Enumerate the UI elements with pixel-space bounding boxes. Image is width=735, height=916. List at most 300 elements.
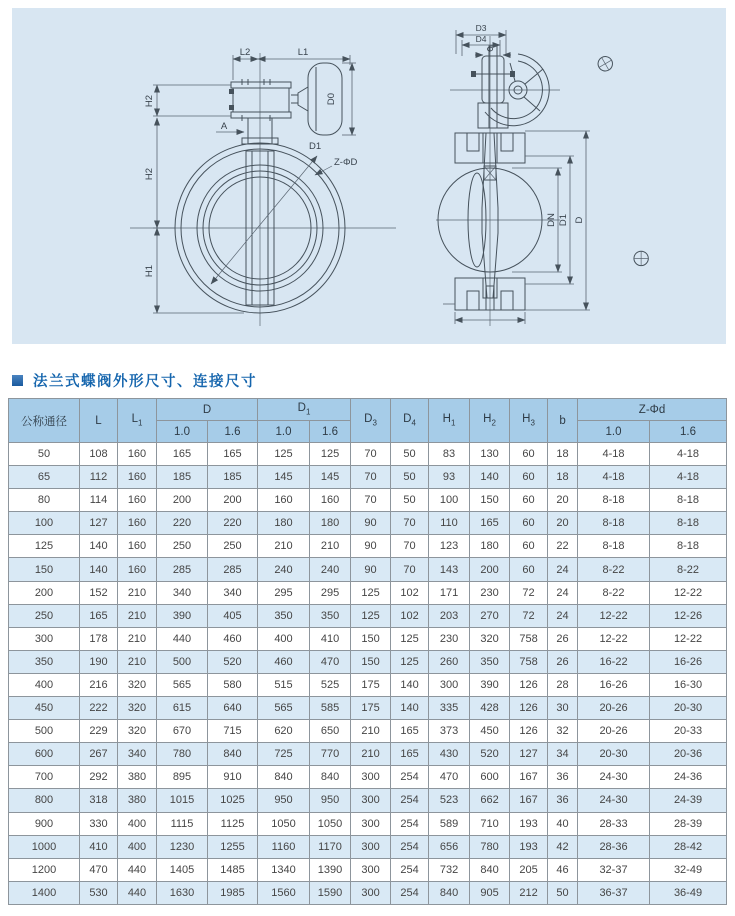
table-cell: 580 <box>208 673 258 696</box>
table-cell: 565 <box>258 697 310 720</box>
valve-side-view <box>436 23 590 326</box>
table-cell: 24-30 <box>578 766 650 789</box>
table-cell: 1200 <box>9 858 80 881</box>
table-cell: 165 <box>391 743 429 766</box>
table-cell: 83 <box>429 443 470 466</box>
table-cell: 32-49 <box>650 858 727 881</box>
dim-z-phi-d <box>315 157 358 175</box>
table-row <box>9 720 727 743</box>
table-body <box>9 443 727 905</box>
table-cell: 70 <box>391 535 429 558</box>
table-cell: 840 <box>258 766 310 789</box>
table-cell: 24-30 <box>578 789 650 812</box>
dim-label-l2: L2 <box>239 47 251 58</box>
valve-front-view <box>12 8 651 344</box>
table-cell: 410 <box>80 835 118 858</box>
table-cell: 193 <box>510 812 548 835</box>
table-cell: 440 <box>118 858 157 881</box>
dim-label-h1: H1 <box>144 264 155 278</box>
table-row <box>9 697 727 720</box>
table-cell: 50 <box>391 466 429 489</box>
table-cell: 1015 <box>157 789 208 812</box>
dim-label-d0: D0 <box>326 92 337 106</box>
table-cell: 758 <box>510 627 548 650</box>
table-cell: 160 <box>118 443 157 466</box>
table-cell: 254 <box>391 881 429 904</box>
table-cell: 125 <box>391 650 429 673</box>
section-title: 法兰式蝶阀外形尺寸、连接尺寸 <box>33 373 257 390</box>
gearbox-bolt <box>229 89 234 94</box>
table-cell: 203 <box>429 604 470 627</box>
table-cell: 295 <box>310 581 351 604</box>
table-cell: 250 <box>9 604 80 627</box>
table-row <box>9 650 727 673</box>
table-cell: 127 <box>510 743 548 766</box>
table-cell: 715 <box>208 720 258 743</box>
table-cell: 1125 <box>208 812 258 835</box>
technical-drawings <box>12 8 726 344</box>
dim-l2 <box>233 47 258 80</box>
table-cell: 8-18 <box>650 535 727 558</box>
dim-d4 <box>462 34 500 56</box>
table-cell: 22 <box>548 535 578 558</box>
table-cell: 210 <box>258 535 310 558</box>
table-cell: 1340 <box>258 858 310 881</box>
table-cell: 165 <box>80 604 118 627</box>
table-cell: 1000 <box>9 835 80 858</box>
table-cell: 16-22 <box>578 650 650 673</box>
table-cell: 108 <box>80 443 118 466</box>
table-cell: 320 <box>118 673 157 696</box>
table-cell: 205 <box>510 858 548 881</box>
table-cell: 70 <box>391 558 429 581</box>
table-cell: 60 <box>510 489 548 512</box>
table-cell: 50 <box>391 443 429 466</box>
table-cell: 428 <box>470 697 510 720</box>
table-cell: 102 <box>391 604 429 627</box>
table-cell: 28-36 <box>578 835 650 858</box>
table-cell: 800 <box>9 789 80 812</box>
table-cell: 710 <box>470 812 510 835</box>
table-cell: 254 <box>391 858 429 881</box>
table-cell: 150 <box>470 489 510 512</box>
table-cell: 8-18 <box>650 489 727 512</box>
table-row <box>9 558 727 581</box>
table-row <box>9 858 727 881</box>
table-cell: 210 <box>118 604 157 627</box>
table-cell: 152 <box>80 581 118 604</box>
table-cell: 1050 <box>310 812 351 835</box>
table-cell: 400 <box>9 673 80 696</box>
table-cell: 1390 <box>310 858 351 881</box>
table-cell: 150 <box>9 558 80 581</box>
table-cell: 16-26 <box>650 650 727 673</box>
table-cell: 1025 <box>208 789 258 812</box>
table-cell: 46 <box>548 858 578 881</box>
table-cell: 254 <box>391 812 429 835</box>
table-cell: 160 <box>118 512 157 535</box>
table-cell: 150 <box>351 650 391 673</box>
table-cell: 373 <box>429 720 470 743</box>
table-cell: 4-18 <box>650 466 727 489</box>
table-cell: 126 <box>510 697 548 720</box>
dim-label-z-phi-d: Z-ΦD <box>334 157 358 168</box>
dim-label-d1-front: D1 <box>309 141 322 152</box>
col-header-d1-1.6: 1.6 <box>310 421 351 443</box>
table-row <box>9 789 727 812</box>
table-cell: 100 <box>9 512 80 535</box>
table-cell: 125 <box>9 535 80 558</box>
col-header-d1-group: $D_1$ <box>258 399 351 421</box>
table-cell: 430 <box>429 743 470 766</box>
table-cell: 36-37 <box>578 881 650 904</box>
table-cell: 178 <box>80 627 118 650</box>
table-cell: 950 <box>258 789 310 812</box>
table-row <box>9 604 727 627</box>
table-cell: 60 <box>510 535 548 558</box>
table-cell: 190 <box>80 650 118 673</box>
table-cell: 1485 <box>208 858 258 881</box>
table-cell: 12-22 <box>650 627 727 650</box>
col-header-l1: $L_1$ <box>118 399 157 443</box>
table-cell: 254 <box>391 789 429 812</box>
table-cell: 700 <box>9 766 80 789</box>
table-cell: 4-18 <box>650 443 727 466</box>
table-cell: 165 <box>470 512 510 535</box>
table-cell: 42 <box>548 835 578 858</box>
table-cell: 405 <box>208 604 258 627</box>
table-cell: 145 <box>310 466 351 489</box>
table-cell: 350 <box>9 650 80 673</box>
table-cell: 895 <box>157 766 208 789</box>
table-cell: 32 <box>548 720 578 743</box>
table-cell: 222 <box>80 697 118 720</box>
table-cell: 24 <box>548 581 578 604</box>
section-header <box>12 369 257 391</box>
table-cell: 515 <box>258 673 310 696</box>
table-cell: 725 <box>258 743 310 766</box>
actuator-mount <box>471 46 515 103</box>
table-cell: 440 <box>157 627 208 650</box>
dim-label-d: D <box>574 216 585 224</box>
table-cell: 40 <box>548 812 578 835</box>
table-cell: 380 <box>118 766 157 789</box>
table-cell: 114 <box>80 489 118 512</box>
table-cell: 1050 <box>258 812 310 835</box>
table-cell: 167 <box>510 766 548 789</box>
table-cell: 12-26 <box>650 604 727 627</box>
table-cell: 1985 <box>208 881 258 904</box>
table-cell: 450 <box>470 720 510 743</box>
table-cell: 410 <box>310 627 351 650</box>
table-cell: 36-49 <box>650 881 727 904</box>
col-header-d3: $D_3$ <box>351 399 391 443</box>
table-cell: 840 <box>310 766 351 789</box>
table-cell: 28-42 <box>650 835 727 858</box>
table-cell: 210 <box>118 627 157 650</box>
table-cell: 300 <box>351 766 391 789</box>
table-cell: 193 <box>510 835 548 858</box>
dim-h2-top <box>144 85 231 116</box>
table-cell: 185 <box>157 466 208 489</box>
dim-l1 <box>258 47 350 65</box>
table-cell: 285 <box>157 558 208 581</box>
table-cell: 300 <box>351 835 391 858</box>
table-cell: 180 <box>258 512 310 535</box>
table-cell: 16-26 <box>578 673 650 696</box>
table-cell: 950 <box>310 789 351 812</box>
table-cell: 585 <box>310 697 351 720</box>
table-cell: 200 <box>208 489 258 512</box>
table-cell: 400 <box>118 835 157 858</box>
table-cell: 589 <box>429 812 470 835</box>
table-cell: 460 <box>258 650 310 673</box>
table-cell: 212 <box>510 881 548 904</box>
table-cell: 210 <box>118 650 157 673</box>
table-cell: 8-22 <box>650 558 727 581</box>
col-header-nominal-diameter: 公称通径 <box>9 399 80 443</box>
dim-label-d1-side: D1 <box>558 213 569 227</box>
table-cell: 34 <box>548 743 578 766</box>
table-cell: 100 <box>429 489 470 512</box>
table-cell: 160 <box>118 535 157 558</box>
table-cell: 640 <box>208 697 258 720</box>
table-cell: 254 <box>391 835 429 858</box>
table-cell: 340 <box>157 581 208 604</box>
table-cell: 1160 <box>258 835 310 858</box>
table-cell: 20-30 <box>650 697 727 720</box>
table-cell: 780 <box>157 743 208 766</box>
table-cell: 126 <box>510 673 548 696</box>
table-cell: 240 <box>310 558 351 581</box>
table-cell: 300 <box>9 627 80 650</box>
table-cell: 525 <box>310 673 351 696</box>
table-cell: 102 <box>391 581 429 604</box>
table-cell: 140 <box>80 558 118 581</box>
table-cell: 320 <box>118 720 157 743</box>
dim-label-a: A <box>220 121 228 132</box>
table-cell: 210 <box>310 535 351 558</box>
table-cell: 32-37 <box>578 858 650 881</box>
table-cell: 300 <box>351 789 391 812</box>
table-row <box>9 466 727 489</box>
table-cell: 840 <box>208 743 258 766</box>
table-cell: 670 <box>157 720 208 743</box>
table-cell: 470 <box>80 858 118 881</box>
table-cell: 1170 <box>310 835 351 858</box>
table-cell: 20-36 <box>650 743 727 766</box>
table-cell: 340 <box>118 743 157 766</box>
table-cell: 335 <box>429 697 470 720</box>
table-cell: 8-18 <box>578 535 650 558</box>
table-cell: 400 <box>118 812 157 835</box>
col-header-d-1.6: 1.6 <box>208 421 258 443</box>
table-cell: 50 <box>391 489 429 512</box>
col-header-d4: $D_4$ <box>391 399 429 443</box>
table-cell: 450 <box>9 697 80 720</box>
table-cell: 140 <box>470 466 510 489</box>
table-cell: 24-39 <box>650 789 727 812</box>
col-header-z-1.0: 1.0 <box>578 421 650 443</box>
table-cell: 530 <box>80 881 118 904</box>
table-cell: 662 <box>470 789 510 812</box>
table-cell: 390 <box>157 604 208 627</box>
table-cell: 4-18 <box>578 443 650 466</box>
col-header-z-1.6: 1.6 <box>650 421 727 443</box>
col-header-d-1.0: 1.0 <box>157 421 208 443</box>
table-cell: 70 <box>351 466 391 489</box>
table-cell: 758 <box>510 650 548 673</box>
gearbox-bolt <box>229 105 234 110</box>
table-cell: 20-26 <box>578 697 650 720</box>
table-row <box>9 766 727 789</box>
table-cell: 320 <box>118 697 157 720</box>
table-cell: 12-22 <box>578 604 650 627</box>
table-cell: 295 <box>258 581 310 604</box>
table-cell: 50 <box>9 443 80 466</box>
table-cell: 90 <box>351 558 391 581</box>
table-cell: 230 <box>470 581 510 604</box>
table-cell: 20 <box>548 512 578 535</box>
table-cell: 70 <box>351 489 391 512</box>
dimension-table <box>8 398 727 905</box>
table-cell: 650 <box>310 720 351 743</box>
table-row <box>9 627 727 650</box>
table-cell: 125 <box>351 604 391 627</box>
table-cell: 36 <box>548 789 578 812</box>
dim-a <box>216 121 244 132</box>
table-cell: 390 <box>470 673 510 696</box>
table-cell: 910 <box>208 766 258 789</box>
table-cell: 292 <box>80 766 118 789</box>
table-cell: 8-18 <box>578 489 650 512</box>
table-cell: 16-30 <box>650 673 727 696</box>
table-cell: 60 <box>510 443 548 466</box>
table-cell: 470 <box>429 766 470 789</box>
table-cell: 60 <box>510 558 548 581</box>
table-cell: 400 <box>258 627 310 650</box>
col-header-b: b <box>548 399 578 443</box>
technical-drawing-panel <box>12 8 726 344</box>
table-cell: 12-22 <box>578 627 650 650</box>
table-cell: 130 <box>470 443 510 466</box>
table-cell: 250 <box>208 535 258 558</box>
table-cell: 20 <box>548 489 578 512</box>
table-cell: 160 <box>118 489 157 512</box>
table-cell: 350 <box>258 604 310 627</box>
col-header-l: L <box>80 399 118 443</box>
dim-label-d4: D4 <box>475 34 487 44</box>
table-cell: 24-36 <box>650 766 727 789</box>
table-cell: 770 <box>310 743 351 766</box>
table-row <box>9 489 727 512</box>
table-cell: 229 <box>80 720 118 743</box>
table-cell: 80 <box>9 489 80 512</box>
table-cell: 140 <box>80 535 118 558</box>
table-row <box>9 581 727 604</box>
table-cell: 300 <box>429 673 470 696</box>
table-cell: 20-30 <box>578 743 650 766</box>
table-cell: 24 <box>548 604 578 627</box>
table-cell: 216 <box>80 673 118 696</box>
table-cell: 70 <box>391 512 429 535</box>
table-cell: 1590 <box>310 881 351 904</box>
table-cell: 732 <box>429 858 470 881</box>
table-cell: 20-26 <box>578 720 650 743</box>
table-cell: 50 <box>548 881 578 904</box>
table-cell: 318 <box>80 789 118 812</box>
table-cell: 520 <box>208 650 258 673</box>
table-cell: 620 <box>258 720 310 743</box>
table-row <box>9 812 727 835</box>
table-cell: 171 <box>429 581 470 604</box>
table-cell: 1630 <box>157 881 208 904</box>
table-cell: 300 <box>351 881 391 904</box>
table-cell: 8-18 <box>578 512 650 535</box>
table-cell: 175 <box>351 673 391 696</box>
table-cell: 145 <box>258 466 310 489</box>
dim-label-h2: H2 <box>144 167 155 181</box>
table-cell: 125 <box>258 443 310 466</box>
table-header <box>9 399 727 443</box>
table-cell: 165 <box>208 443 258 466</box>
table-cell: 90 <box>351 512 391 535</box>
table-cell: 125 <box>351 581 391 604</box>
table-row <box>9 443 727 466</box>
table-cell: 300 <box>351 812 391 835</box>
table-cell: 26 <box>548 627 578 650</box>
table-row <box>9 743 727 766</box>
col-header-h2: $H_2$ <box>470 399 510 443</box>
table-cell: 167 <box>510 789 548 812</box>
table-cell: 200 <box>157 489 208 512</box>
table-cell: 350 <box>470 650 510 673</box>
table-cell: 72 <box>510 604 548 627</box>
dim-label-d3: D3 <box>475 23 487 33</box>
table-cell: 565 <box>157 673 208 696</box>
table-row <box>9 535 727 558</box>
table-cell: 240 <box>258 558 310 581</box>
table-cell: 60 <box>510 466 548 489</box>
table-cell: 380 <box>118 789 157 812</box>
table-cell: 65 <box>9 466 80 489</box>
table-cell: 1405 <box>157 858 208 881</box>
table-cell: 840 <box>429 881 470 904</box>
table-row <box>9 835 727 858</box>
table-cell: 160 <box>118 558 157 581</box>
table-cell: 20-33 <box>650 720 727 743</box>
table-cell: 230 <box>429 627 470 650</box>
table-cell: 140 <box>391 697 429 720</box>
col-header-h1: $H_1$ <box>429 399 470 443</box>
table-cell: 1115 <box>157 812 208 835</box>
bolt-holes <box>12 8 651 344</box>
table-cell: 210 <box>351 743 391 766</box>
table-cell: 905 <box>470 881 510 904</box>
table-cell: 270 <box>470 604 510 627</box>
table-cell: 8-22 <box>578 558 650 581</box>
table-cell: 160 <box>310 489 351 512</box>
table-cell: 180 <box>470 535 510 558</box>
table-cell: 93 <box>429 466 470 489</box>
table-cell: 330 <box>80 812 118 835</box>
table-cell: 165 <box>157 443 208 466</box>
table-cell: 26 <box>548 650 578 673</box>
table-cell: 340 <box>208 581 258 604</box>
table-cell: 18 <box>548 443 578 466</box>
table-cell: 125 <box>310 443 351 466</box>
table-cell: 254 <box>391 766 429 789</box>
